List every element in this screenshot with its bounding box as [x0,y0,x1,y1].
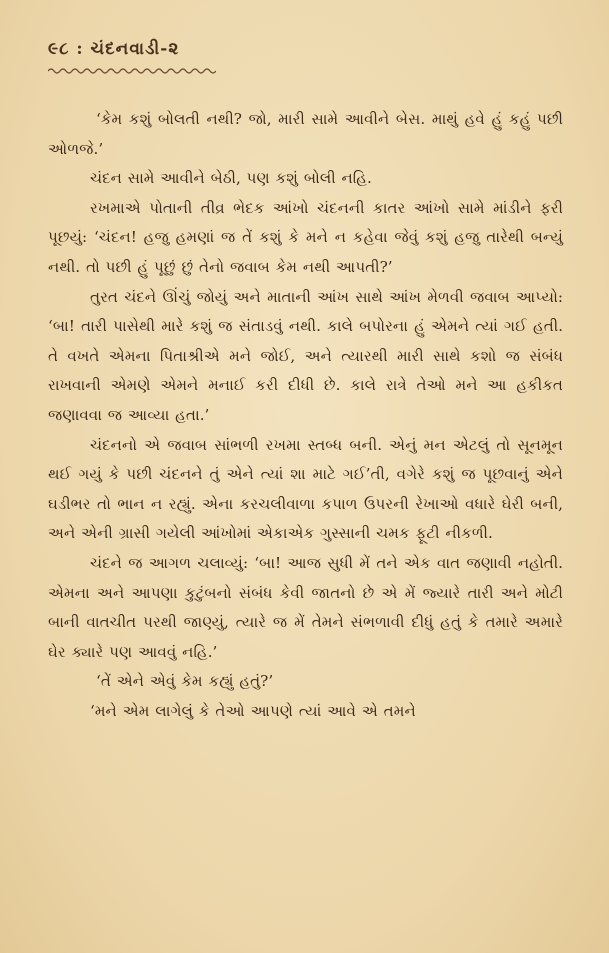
page-number: ૯૮ [48,39,70,59]
paragraph: ચંદન સામે આવીને બેઠી, પણ કશું બોલી નહિ. [90,169,372,188]
paragraph: રખમાએ પોતાની તીવ્ર ભેદક આંખો ચંદનની કાતર આંખો સામે માંડીને ફરી પૂછયું: ‘ચંદન! હજુ હમણાં જ તેં કશું કે મને ન કહેવા જેવું કશું હજુ તારેથી બન્યું નથી. તો પછી હું પૂછું છું તેનો જવાબ કેમ નથી આપતી?’ [48,198,563,276]
running-header [48,38,563,60]
paragraph: ‘કેમ કશું બોલતી નથી? જો, મારી સામે આવીને બેસ. માથું હવે હું કહું પછી ઓળજે.’ [48,110,563,158]
paragraph: ‘મને એમ લાગેલું કે તેઓ આપણે ત્યાં આવે એ તમને [90,701,416,720]
wavy-underline-ornament [48,67,216,75]
paragraph: ચંદનનો એ જવાબ સાંભળી રખમા સ્તબ્ધ બની. એનું મન એટલું તો સૂનમૂન થઈ ગયું કે પછી ચંદનને તું એને ત્યાં શા માટે ગઈ’તી, વગેરે કશું જ પૂછવાનું એને ઘડીભર તો ભાન ન રહ્યું. એના કરચલીવાળા કપાળ ઉપરની રેખાઓ વધારે ઘેરી બની, અને એની ગ્રાસી ગયેલી આંખોમાં એકાએક ગુસ્સાની ચમક ફૂટી નીકળી. [48,435,563,543]
paragraph: ચંદને જ આગળ ચલાવ્યું: ‘બા! આજ સુધી મેં તને એક વાત જણાવી નહોતી. એમના અને આપણા કુટુંબનો સંબંધ કેવી જાતનો છે એ મેં જ્યારે તારી અને મોટી બાની વાતચીત પરથી જાણ્યું, ત્યારે જ મેં તેમને સંભળાવી દીધું હતું કે તમારે અમારે ઘેર ક્યારે પણ આવવું નહિ.’ [48,553,563,661]
header-separator: : [76,39,84,59]
paragraph: ‘તેં એને એવું કેમ કહ્યું હતું?’ [96,672,274,691]
book-title: ચંદનવાડી-૨ [90,39,180,59]
body-text [48,105,563,726]
paragraph: તુરત ચંદને ઊંચું જોયું અને માતાની આંખ સાથે આંખ મેળવી જવાબ આપ્યો: ‘બા! તારી પાસેથી મારે કશું જ સંતાડવું નથી. કાલે બપોરના હું એમને ત્યાં ગઈ હતી. તે વખતે એમના પિતાશ્રીએ મને જોઈ, અને ત્યારથી મારી સાથે કશો જ સંબંધ રાખવાની એમણે એમને મનાઈ કરી દીધી છે. કાલે રાત્રે તેઓ મને આ હકીકત જણાવવા જ આવ્યા હતા.’ [48,287,563,424]
